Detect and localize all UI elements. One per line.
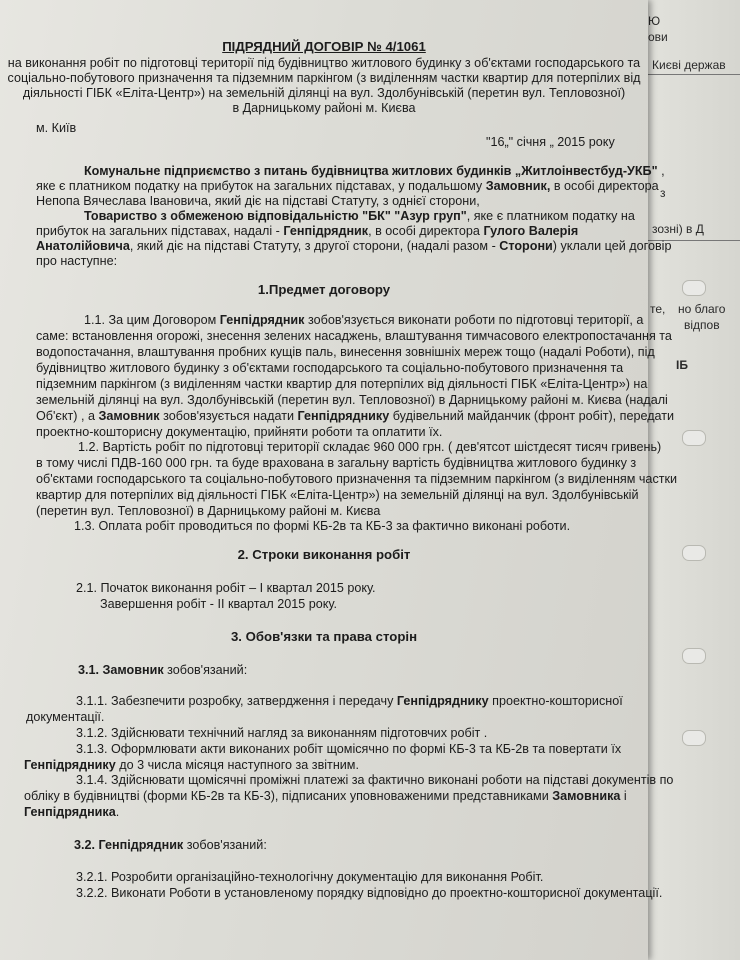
background-fragment: зозні) в Д <box>652 222 704 236</box>
clause-3-1-4-line: Генпідрядника. <box>24 805 120 819</box>
background-fragment: но благо <box>678 302 726 316</box>
contract-date: "16„" січня „ 2015 року <box>486 135 615 149</box>
background-fragment: відпов <box>684 318 720 332</box>
section-heading-1: 1.Предмет договору <box>257 282 391 297</box>
customer-name: Комунальне підприємство з питань будівництва житлових будинків „Житлоінвестбуд-УКБ" <box>84 164 658 178</box>
contract-subtitle: в Дарницькому районі м. Києва <box>232 101 416 115</box>
section-heading-3: 3. Обов'язки та права сторін <box>230 629 418 644</box>
background-fragment: те, <box>650 302 666 316</box>
punch-hole <box>682 730 706 746</box>
clause-1-2-line: об'єктами господарського та соціально-побутового призначення та підземним паркінгом (з виділенням частки <box>36 472 678 486</box>
clause-1-1-line: земельній ділянці на вул. Здолбунівській (перетин вул. Тепловозної) в Дарницькому районі м. Києва (надалі <box>36 393 668 407</box>
clause-1-2-line: в тому числі ПДВ-160 000 грн. та буде врахована в загальну вартість будівництва житлового будинку з <box>36 456 637 470</box>
clause-1-1-line: проектно-кошторисну документацію, прийняти роботи та оплатити їх. <box>36 425 443 439</box>
contract-city: м. Київ <box>36 121 77 135</box>
contract-subtitle: на виконання робіт по підготовці території під будівництво житлового будинку з об'єктами господарського та <box>7 56 641 70</box>
clause-3-2-2: 3.2.2. Виконати Роботи в установленому порядку відповідно до проектно-кошторисної документації. <box>76 886 663 900</box>
preamble-line: Товариство з обмеженою відповідальністю "БК" "Азур груп", яке є платником податку на <box>84 209 635 223</box>
punch-hole <box>682 648 706 664</box>
preamble-line: Непопа Вячеслава Івановича, який діє на підставі Статуту, з однієї сторони, <box>36 194 480 208</box>
punch-hole <box>682 280 706 296</box>
clause-1-1-line: будівництво житлового будинку з об'єктами господарського та соціально-побутового призначення та <box>36 361 624 375</box>
subsection-3-2: 3.2. Генпідрядник зобов'язаний: <box>74 838 267 852</box>
background-fragment: ови <box>648 30 668 44</box>
clause-1-2: 1.2. Вартість робіт по підготовці території складає 960 000 грн. ( дев'ятсот шістдесят тисяч гривень) <box>78 440 662 454</box>
preamble-line: Комунальне підприємство з питань будівництва житлових будинків „Житлоінвестбуд-УКБ" , <box>84 164 665 178</box>
preamble-line: про наступне: <box>36 254 118 268</box>
subsection-3-1: 3.1. Замовник зобов'язаний: <box>78 663 248 677</box>
clause-3-1-4: 3.1.4. Здійснювати щомісячні проміжні платежі за фактично виконані роботи на підставі документів по <box>76 773 674 787</box>
clause-1-1-line: підземним паркінгом (з виділенням частки квартир для потерпілих від діяльності ГІБК «Еліта-Центр») на <box>36 377 648 391</box>
clause-3-1-1-line: документації. <box>26 710 105 724</box>
contract-title: ПІДРЯДНИЙ ДОГОВІР № 4/1061 <box>222 39 426 54</box>
clause-1-1-line: Об'єкт) , а Замовник зобов'язується надати Генпідряднику будівельний майданчик (фронт робіт), передати <box>36 409 675 423</box>
preamble-line: яке є платником податку на прибуток на загальних підставах, у подальшому Замовник, в особі директора <box>36 179 659 193</box>
clause-3-1-3: 3.1.3. Оформлювати акти виконаних робіт щомісячно по формі КБ-3 та КБ-2в та повертати їх <box>76 742 622 756</box>
clause-1-2-line: (перетин вул. Тепловозної) в Дарницькому районі м. Києва <box>36 504 381 518</box>
clause-3-1-1: 3.1.1. Забезпечити розробку, затвердження і передачу Генпідряднику проектно-кошторисної <box>76 694 623 708</box>
clause-1-1: 1.1. За цим Договором Генпідрядник зобов'язується виконати роботи по підготовці території, а <box>84 313 644 327</box>
clause-1-3: 1.3. Оплата робіт проводиться по формі КБ-2в та КБ-3 за фактично виконані роботи. <box>74 519 571 533</box>
contract-subtitle: соціально-побутового призначення та підземним паркінгом (з виділенням частки квартир для потерпілих від <box>7 71 641 85</box>
background-fragment: Києві держав <box>652 58 726 72</box>
contract-subtitle: діяльності ГІБК «Еліта-Центр») на земельній ділянці на вул. Здолбунівській (перетин вул. Тепловозної) <box>22 86 626 100</box>
clause-3-2-1: 3.2.1. Розробити організаційно-технологічну документацію для виконання Робіт. <box>76 870 544 884</box>
director-name: Гулого Валерія <box>483 224 579 238</box>
clause-1-1-line: водопостачання, влаштування пробних кущів паль, винесення зовнішніх мереж тощо (надалі Роботи), під <box>36 345 655 359</box>
clause-3-1-4-line: обліку в будівництві (форми КБ-2в та КБ-3), підписаних уповноваженими представниками Замовника і <box>24 789 627 803</box>
section-heading-2: 2. Строки виконання робіт <box>237 547 411 562</box>
clause-1-1-line: саме: встановлення огорожі, знесення зелених насаджень, влаштування тимчасового електропостачання та <box>36 329 672 343</box>
clause-1-2-line: квартир для потерпілих від діяльності ГІБК «Еліта-Центр») на земельній ділянці на вул. Здолбунівській <box>36 488 639 502</box>
clause-3-1-2: 3.1.2. Здійснювати технічний нагляд за виконанням підготовчих робіт . <box>76 726 488 740</box>
background-rule <box>644 74 740 75</box>
background-fragment: ІБ <box>676 358 688 372</box>
clause-2-1: 2.1. Початок виконання робіт – І квартал 2015 року. <box>76 581 376 595</box>
customer-role: Замовник, <box>485 179 551 193</box>
preamble-line: Анатолійовича, який діє на підставі Статуту, з другої сторони, (надалі разом - Сторони) уклали цей договір <box>36 239 672 253</box>
preamble-line: прибуток на загальних підставах, надалі - Генпідрядник, в особі директора Гулого Валерія <box>36 224 579 238</box>
background-fragment: Ю <box>648 14 661 28</box>
clause-3-1-3-line: Генпідряднику до 3 числа місяця наступного за звітним. <box>24 758 359 772</box>
background-fragment: з <box>660 186 666 200</box>
contractor-name: Товариство з обмеженою відповідальністю "БК" "Азур груп" <box>84 209 467 223</box>
clause-2-1-line: Завершення робіт - ІІ квартал 2015 року. <box>100 597 337 611</box>
punch-hole <box>682 545 706 561</box>
punch-hole <box>682 430 706 446</box>
